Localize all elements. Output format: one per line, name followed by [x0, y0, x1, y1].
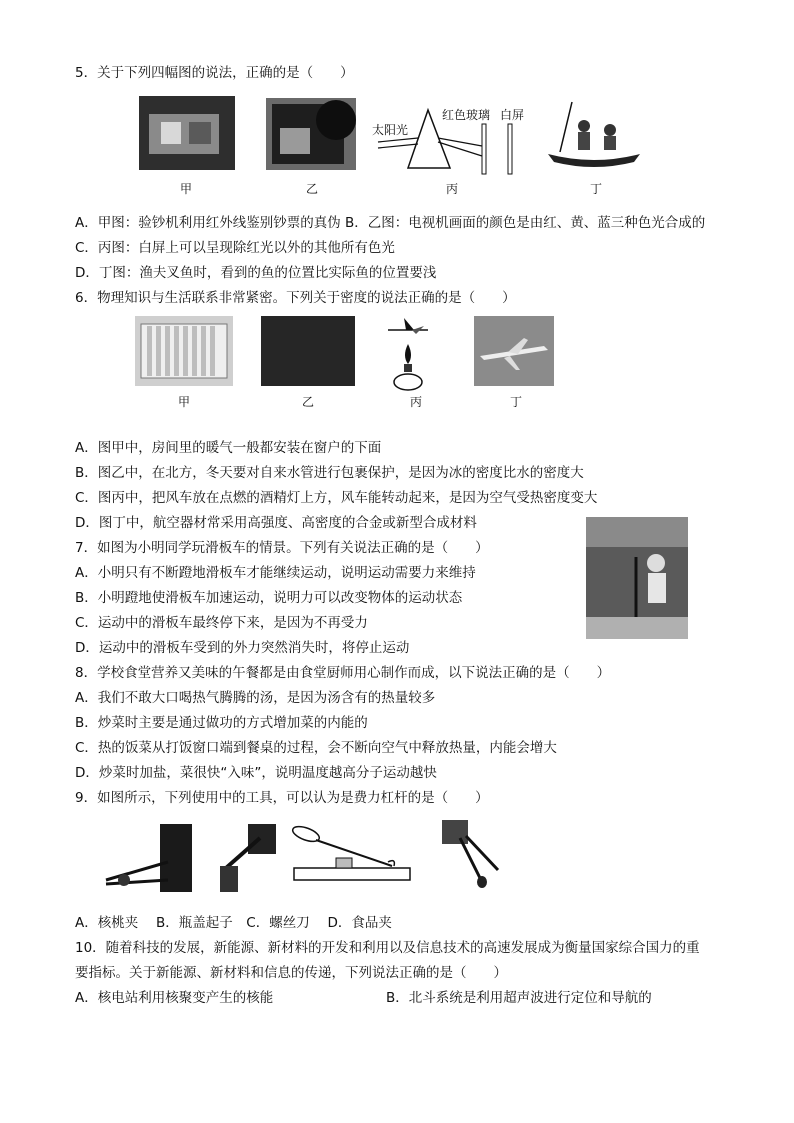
q5-stem: 5．关于下列四幅图的说法，正确的是（ ）: [75, 65, 354, 81]
q7-stem: 7．如图为小明同学玩滑板车的情景。下列有关说法正确的是（ ）: [75, 540, 489, 556]
q9-screwdriver-illustration: [288, 822, 414, 884]
q7-scooter-photo: [586, 517, 688, 639]
q6-caption-ding: 丁: [510, 395, 523, 409]
q6-caption-yi: 乙: [302, 395, 315, 409]
q5-option-ab: A．甲图：验钞机利用红外线鉴别钞票的真伪 B．乙图：电视机画面的颜色是由红、黄、蓝三种色光合成的: [75, 215, 706, 231]
q6-stem: 6．物理知识与生活联系非常紧密。下列关于密度的说法正确的是（ ）: [75, 290, 516, 306]
scooter-child-illustration: [586, 517, 688, 639]
q9-options: A．核桃夹 B．瓶盖起子 C．螺丝刀 D．食品夹: [75, 915, 392, 931]
q5-option-d: D．丁图：渔夫叉鱼时，看到的鱼的位置比实际鱼的位置要浅: [75, 265, 437, 281]
q5-caption-ding: 丁: [590, 182, 603, 196]
q5-fisherman-illustration: [544, 96, 644, 172]
q5-label-white-screen: 白屏: [500, 108, 525, 122]
q6-option-a: A．图甲中，房间里的暖气一般都安装在窗户的下面: [75, 440, 382, 456]
q5-photo-yi: [266, 98, 356, 170]
q5-caption-bing: 丙: [446, 182, 459, 196]
q6-option-d: D．图丁中，航空器材常采用高强度、高密度的合金或新型合成材料: [75, 515, 477, 531]
q10-stem-line1: 10．随着科技的发展，新能源、新材料的开发和利用以及信息技术的高速发展成为衡量国家综合国力的重: [75, 940, 700, 956]
q8-option-d: D．炒菜时加盐，菜很快“入味”，说明温度越高分子运动越快: [75, 765, 437, 781]
q7-option-b: B．小明蹬地使滑板车加速运动，说明力可以改变物体的运动状态: [75, 590, 463, 606]
q7-option-d: D．运动中的滑板车受到的外力突然消失时，将停止运动: [75, 640, 410, 656]
q7-option-c: C．运动中的滑板车最终停下来，是因为不再受力: [75, 615, 368, 631]
q8-stem: 8．学校食堂营养又美味的午餐都是由食堂厨师用心制作而成，以下说法正确的是（ ）: [75, 665, 611, 681]
q5-caption-jia: 甲: [180, 182, 193, 196]
q6-caption-bing: 丙: [410, 395, 423, 409]
q8-option-a: A．我们不敢大口喝热气腾腾的汤，是因为汤含有的热量较多: [75, 690, 436, 706]
q5-photo-jia: [139, 96, 235, 170]
q5-label-red-glass: 红色玻璃: [442, 108, 491, 122]
q6-radiator-illustration: [135, 316, 233, 386]
q9-food-tongs-illustration: [436, 818, 506, 890]
q10-option-a: A．核电站利用核聚变产生的核能: [75, 990, 274, 1006]
q9-stem: 9．如图所示，下列使用中的工具，可以认为是费力杠杆的是（ ）: [75, 790, 489, 806]
airplane-icon: [474, 316, 554, 386]
banknote-detector-illustration: [139, 96, 235, 170]
q6-airplane-photo: [474, 316, 554, 386]
q5-label-sunlight: 太阳光: [372, 123, 409, 137]
q8-option-b: B．炒菜时主要是通过做功的方式增加菜的内能的: [75, 715, 368, 731]
q9-nutcracker-illustration: [98, 822, 194, 894]
q10-option-b: B．北斗系统是利用超声波进行定位和导航的: [386, 990, 652, 1006]
q6-pinwheel-lamp-illustration: [384, 316, 432, 396]
q7-option-a: A．小明只有不断蹬地滑板车才能继续运动，说明运动需要力来维持: [75, 565, 476, 581]
tv-screen-illustration: [266, 98, 356, 170]
q9-bottle-opener-illustration: [210, 822, 280, 894]
q6-option-b: B．图乙中，在北方，冬天要对自来水管进行包裹保护，是因为冰的密度比水的密度大: [75, 465, 584, 481]
q5-caption-yi: 乙: [306, 182, 319, 196]
q6-caption-jia: 甲: [178, 395, 191, 409]
q6-option-c: C．图丙中，把风车放在点燃的酒精灯上方，风车能转动起来，是因为空气受热密度变大: [75, 490, 598, 506]
q10-stem-line2: 要指标。关于新能源、新材料和信息的传递，下列说法正确的是（ ）: [75, 965, 507, 981]
q5-option-c: C．丙图：白屏上可以呈现除红光以外的其他所有色光: [75, 240, 395, 256]
q6-water-pipe-photo: [261, 316, 355, 386]
q8-option-c: C．热的饭菜从打饭窗口端到餐桌的过程，会不断向空气中释放热量，内能会增大: [75, 740, 557, 756]
